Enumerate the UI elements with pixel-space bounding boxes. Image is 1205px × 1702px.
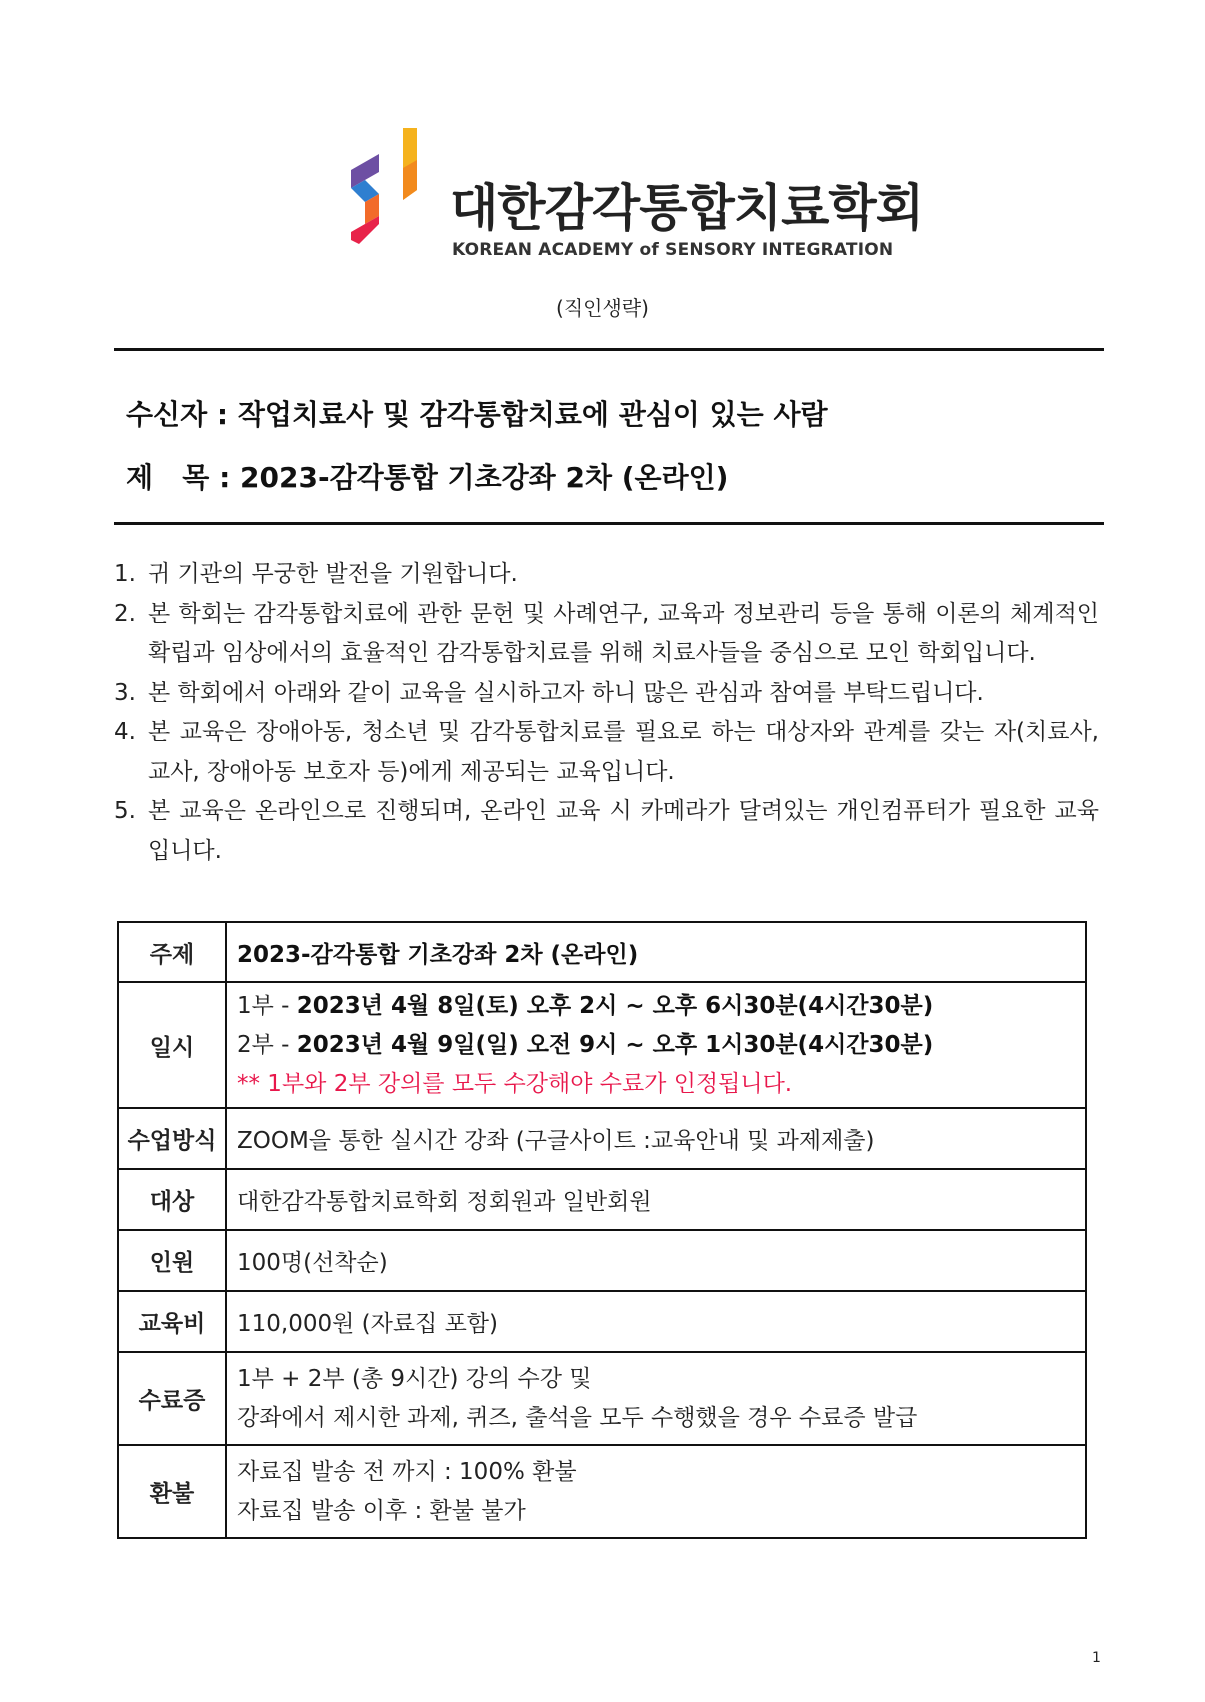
target-label: 대상: [118, 1169, 226, 1230]
recipient-line: 수신자 : 작업치료사 및 감각통합치료에 관심이 있는 사람: [126, 398, 828, 431]
schedule-value: 1부 - 2023년 4월 8일(토) 오후 2시 ~ 오후 6시30분(4시간30분) 2부 - 2023년 4월 9일(일) 오전 9시 ~ 오후 1시30분(4시간30분) ** 1부와 2부 강의를 모두 수강해야 수료가 인정됩니다.: [226, 982, 1086, 1108]
list-item: 5. 본 교육은 온라인으로 진행되며, 온라인 교육 시 카메라가 달려있는 개인컴퓨터가 필요한 교육입니다.: [114, 798, 1099, 864]
stamp-omitted-note: (직인생략): [556, 296, 649, 320]
logo-title: 대한감각통합치료학회: [450, 179, 923, 237]
table-row: [118, 1108, 1086, 1169]
schedule-label: 일시: [118, 982, 226, 1108]
table-row: [118, 922, 1086, 982]
table-row: [118, 1445, 1086, 1538]
table-row: [118, 1352, 1086, 1445]
si-logo-mark-icon: [345, 128, 425, 248]
refund-label: 환불: [118, 1445, 226, 1538]
capacity-value: 100명(선착순): [226, 1230, 1086, 1291]
top-divider: [114, 348, 1104, 351]
table-row: [118, 982, 1086, 1108]
certificate-label: 수료증: [118, 1352, 226, 1445]
table-row: [118, 1169, 1086, 1230]
academy-logo: [345, 128, 923, 263]
list-item: 2. 본 학회는 감각통합치료에 관한 문헌 및 사례연구, 교육과 정보관리 등을 통해 이론의 체계적인 확립과 임상에서의 효율적인 감각통합치료를 위해 치료사들을 중심으로 모인 학회입니다.: [114, 600, 1099, 666]
method-value: ZOOM을 통한 실시간 강좌 (구글사이트 :교육안내 및 과제제출): [226, 1108, 1086, 1169]
logo-subtitle: KOREAN ACADEMY of SENSORY INTEGRATION: [452, 240, 894, 260]
schedule-part1: 2023년 4월 8일(토) 오후 2시 ~ 오후 6시30분(4시간30분): [296, 992, 934, 1019]
course-info-table: [117, 921, 1087, 1539]
topic-label: 주제: [118, 922, 226, 982]
method-label: 수업방식: [118, 1108, 226, 1169]
target-value: 대한감각통합치료학회 정회원과 일반회원: [226, 1169, 1086, 1230]
list-item: 3. 본 학회에서 아래와 같이 교육을 실시하고자 하니 많은 관심과 참여를 부탁드립니다.: [114, 679, 984, 706]
refund-value: 자료집 발송 전 까지 : 100% 환불 자료집 발송 이후 : 환불 불가: [226, 1445, 1086, 1538]
topic-value: 2023-감각통합 기초강좌 2차 (온라인): [226, 922, 1086, 982]
table-row: [118, 1230, 1086, 1291]
certificate-value: 1부 + 2부 (총 9시간) 강의 수강 및 강좌에서 제시한 과제, 퀴즈, 출석을 모두 수행했을 경우 수료증 발급: [226, 1352, 1086, 1445]
list-item: 1. 귀 기관의 무궁한 발전을 기원합니다.: [114, 561, 518, 587]
fee-value: 110,000원 (자료집 포함): [226, 1291, 1086, 1352]
table-row: [118, 1291, 1086, 1352]
fee-label: 교육비: [118, 1291, 226, 1352]
header-bottom-divider: [114, 522, 1104, 525]
body-paragraph-list: [114, 555, 1099, 871]
capacity-label: 인원: [118, 1230, 226, 1291]
list-item: 4. 본 교육은 장애아동, 청소년 및 감각통합치료를 필요로 하는 대상자와 관계를 갖는 자(치료사, 교사, 장애아동 보호자 등)에게 제공되는 교육입니다.: [114, 719, 1099, 785]
schedule-warning-note: ** 1부와 2부 강의를 모두 수강해야 수료가 인정됩니다.: [237, 1070, 793, 1097]
page-number: 1: [1092, 1650, 1101, 1666]
subject-line: 제 목 : 2023-감각통합 기초강좌 2차 (온라인): [126, 461, 729, 494]
schedule-part2: 2023년 4월 9일(일) 오전 9시 ~ 오후 1시30분(4시간30분): [296, 1031, 934, 1058]
